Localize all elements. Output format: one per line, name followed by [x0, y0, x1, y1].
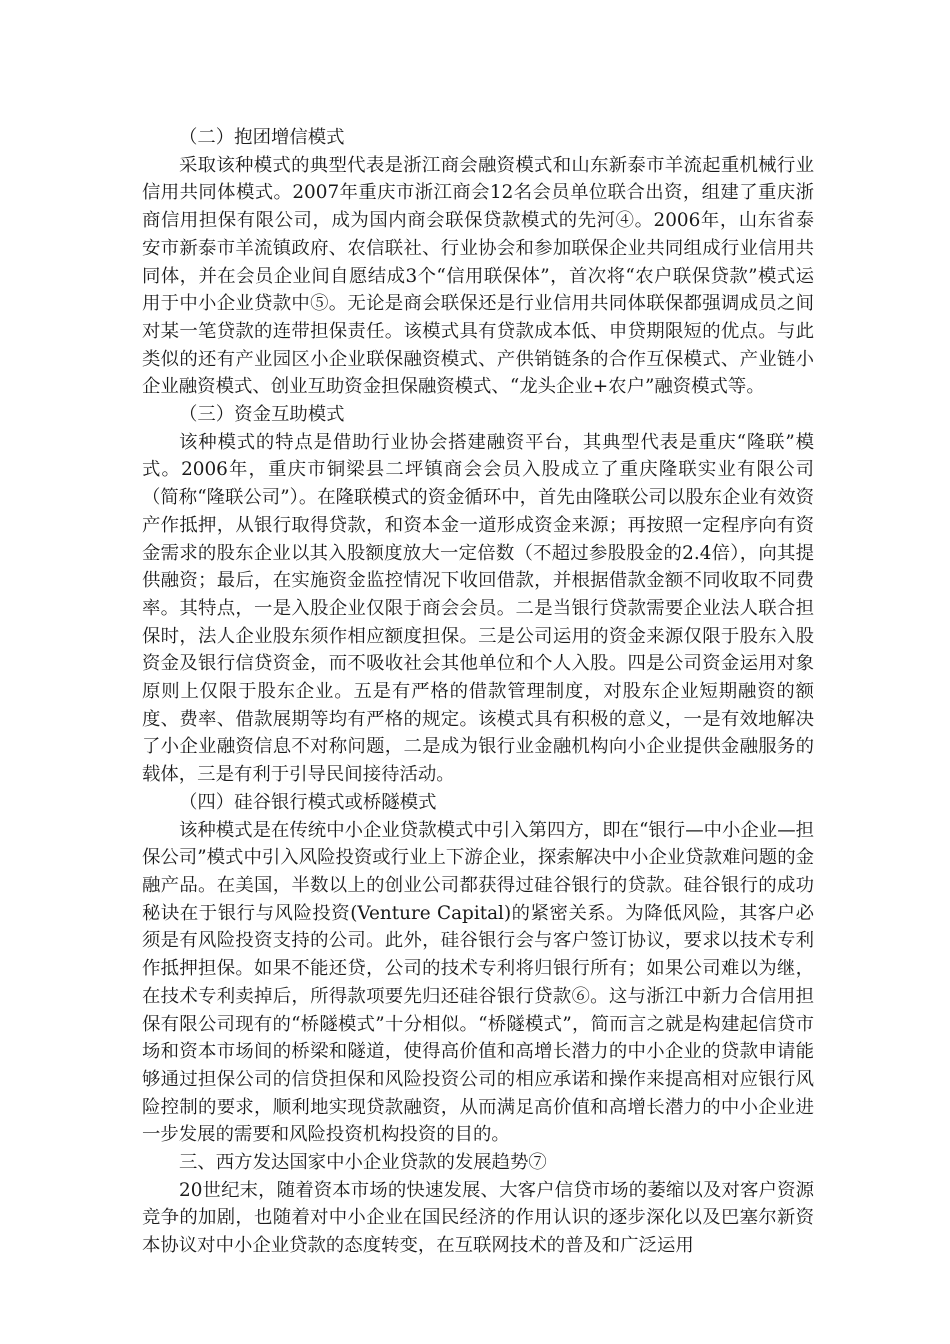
document-page: [142, 124, 814, 1260]
paragraph-guarantee-model: 采取该种模式的典型代表是浙江商会融资模式和山东新泰市羊流起重机械行业信用共同体模式。2007年重庆市浙江商会12名会员单位联合出资，组建了重庆浙商信用担保有限公司，成为国内商会联保贷款模式的先河④。2006年，山东省泰安市新泰市羊流镇政府、农信联社、行业协会和参加联保企业共同组成行业信用共同体，并在会员企业间自愿结成3个“信用联保体”，首次将“农户联保贷款”模式运用于中小企业贷款中⑤。无论是商会联保还是行业信用共同体联保都强调成员之间对某一笔贷款的连带担保责任。该模式具有贷款成本低、申贷期限短的优点。与此类似的还有产业园区小企业联保融资模式、产供销链条的合作互保模式、产业链小企业融资模式、创业互助资金担保融资模式、“龙头企业+农户”融资模式等。: [142, 154, 814, 398]
paragraph-silicon-valley-bank-model: 该种模式是在传统中小企业贷款模式中引入第四方，即在“银行—中小企业—担保公司”模式中引入风险投资或行业上下游企业，探索解决中小企业贷款难问题的金融产品。在美国，半数以上的创业公司都获得过硅谷银行的贷款。硅谷银行的成功秘诀在于银行与风险投资(Venture Capital)的紧密关系。为降低风险，其客户必须是有风险投资支持的公司。此外，硅谷银行会与客户签订协议，要求以技术专利作抵押担保。如果不能还贷，公司的技术专利将归银行所有；如果公司难以为继，在技术专利卖掉后，所得款项要先归还硅谷银行贷款⑥。这与浙江中新力合信用担保有限公司现有的“桥隧模式”十分相似。“桥隧模式”，简而言之就是构建起信贷市场和资本市场间的桥梁和隧道，使得高价值和高增长潜力的中小企业的贷款申请能够通过担保公司的信贷担保和风险投资公司的相应承诺和操作来提高相对应银行风险控制的要求，顺利地实现贷款融资，从而满足高价值和高增长潜力的中小企业进一步发展的需要和风险投资机构投资的目的。: [142, 819, 814, 1146]
section-heading-mutual-fund-model: （三）资金互助模式: [179, 404, 345, 426]
paragraph-mutual-fund-model: 该种模式的特点是借助行业协会搭建融资平台，其典型代表是重庆“隆联”模式。2006年，重庆市铜梁县二坪镇商会会员入股成立了重庆隆联实业有限公司（简称“隆联公司”）。在隆联模式的资金循环中，首先由隆联公司以股东企业有效资产作抵押，从银行取得贷款，和资本金一道形成资金来源；再按照一定程序向有资金需求的股东企业以其入股额度放大一定倍数（不超过参股股金的2.4倍），向其提供融资；最后，在实施资金监控情况下收回借款，并根据借款金额不同收取不同费率。其特点，一是入股企业仅限于商会会员。二是当银行贷款需要企业法人联合担保时，法人企业股东须作相应额度担保。三是公司运用的资金来源仅限于股东入股资金及银行信贷资金，而不吸收社会其他单位和个人入股。四是公司资金运用对象原则上仅限于股东企业。五是有严格的借款管理制度，对股东企业短期融资的额度、费率、借款展期等均有严格的规定。该模式具有积极的意义，一是有效地解决了小企业融资信息不对称问题，二是成为银行业金融机构向小企业提供金融服务的载体，三是有利于引导民间接待活动。: [142, 431, 814, 786]
section-heading-guarantee-model: （二）抱团增信模式: [179, 127, 345, 148]
section-heading-western-trends: 三、西方发达国家中小企业贷款的发展趋势⑦: [179, 1152, 547, 1174]
section-heading-silicon-valley-bank-model: （四）硅谷银行模式或桥隧模式: [179, 791, 437, 813]
paragraph-western-trends: 20世纪末，随着资本市场的快速发展、大客户信贷市场的萎缩以及对客户资源竞争的加剧，也随着对中小企业在国民经济的作用认识的逐步深化以及巴塞尔新资本协议对中小企业贷款的态度转变，在互联网技术的普及和广泛运用: [142, 1179, 814, 1257]
